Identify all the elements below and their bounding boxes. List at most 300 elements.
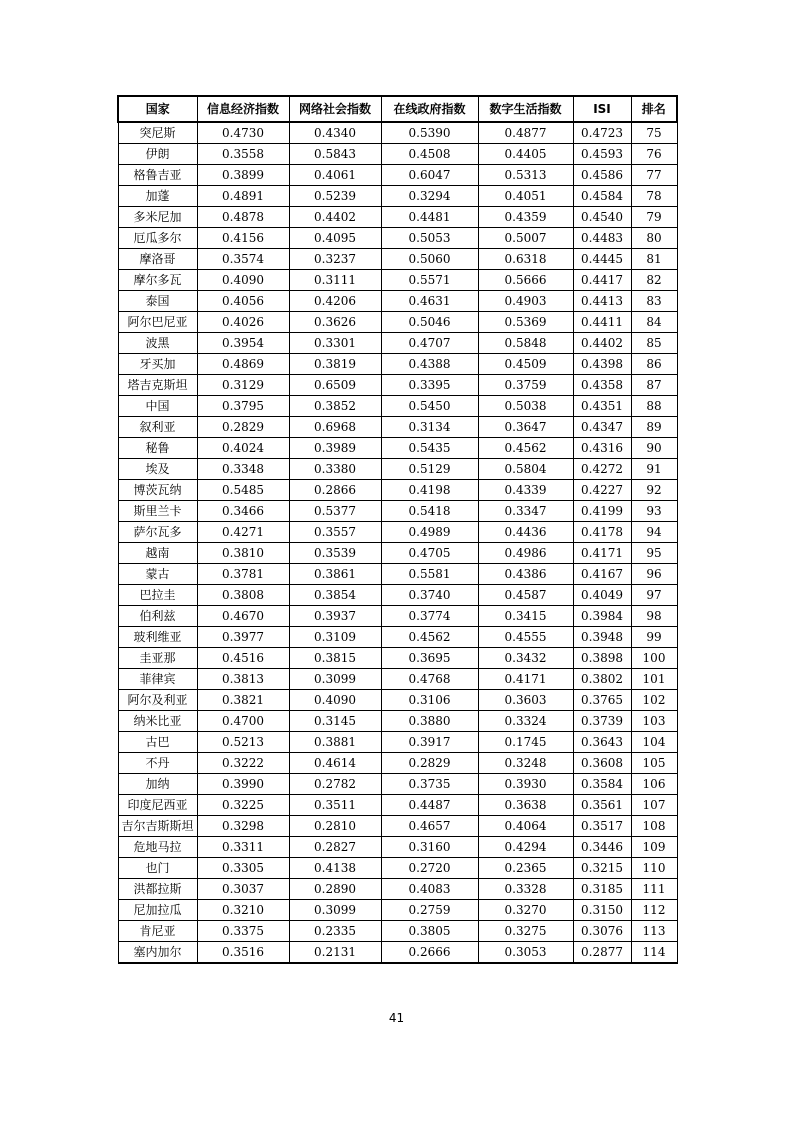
info-economy-cell: 0.3466 — [197, 501, 289, 522]
network-society-cell: 0.4340 — [289, 122, 381, 144]
digital-life-cell: 0.4064 — [478, 816, 573, 837]
online-government-cell: 0.4487 — [381, 795, 478, 816]
info-economy-cell: 0.3808 — [197, 585, 289, 606]
table-row — [118, 648, 677, 669]
country-cell: 肯尼亚 — [118, 921, 197, 942]
isi-cell: 0.3608 — [573, 753, 631, 774]
online-government-cell: 0.3740 — [381, 585, 478, 606]
online-government-cell: 0.3805 — [381, 921, 478, 942]
table-row — [118, 522, 677, 543]
table-row — [118, 606, 677, 627]
rank-cell: 108 — [631, 816, 677, 837]
online-government-cell: 0.3774 — [381, 606, 478, 627]
online-government-cell: 0.4198 — [381, 480, 478, 501]
country-cell: 摩洛哥 — [118, 249, 197, 270]
info-economy-cell: 0.3899 — [197, 165, 289, 186]
rank-cell: 92 — [631, 480, 677, 501]
rank-cell: 103 — [631, 711, 677, 732]
info-economy-cell: 0.3298 — [197, 816, 289, 837]
table-row — [118, 543, 677, 564]
country-cell: 中国 — [118, 396, 197, 417]
online-government-cell: 0.5390 — [381, 122, 478, 144]
table-row — [118, 900, 677, 921]
online-government-cell: 0.3735 — [381, 774, 478, 795]
isi-cell: 0.3561 — [573, 795, 631, 816]
table-row — [118, 627, 677, 648]
country-cell: 危地马拉 — [118, 837, 197, 858]
isi-cell: 0.3948 — [573, 627, 631, 648]
info-economy-cell: 0.3810 — [197, 543, 289, 564]
digital-life-cell: 0.4555 — [478, 627, 573, 648]
isi-cell: 0.3802 — [573, 669, 631, 690]
info-economy-cell: 0.4156 — [197, 228, 289, 249]
rank-cell: 88 — [631, 396, 677, 417]
digital-life-cell: 0.3328 — [478, 879, 573, 900]
network-society-cell: 0.3626 — [289, 312, 381, 333]
country-cell: 厄瓜多尔 — [118, 228, 197, 249]
country-cell: 印度尼西亚 — [118, 795, 197, 816]
info-economy-cell: 0.4670 — [197, 606, 289, 627]
network-society-cell: 0.4138 — [289, 858, 381, 879]
digital-life-cell: 0.5369 — [478, 312, 573, 333]
table-row — [118, 122, 677, 144]
rank-cell: 109 — [631, 837, 677, 858]
digital-life-cell: 0.5804 — [478, 459, 573, 480]
rank-cell: 93 — [631, 501, 677, 522]
network-society-cell: 0.2335 — [289, 921, 381, 942]
rank-cell: 107 — [631, 795, 677, 816]
info-economy-cell: 0.3129 — [197, 375, 289, 396]
isi-cell: 0.4402 — [573, 333, 631, 354]
country-cell: 波黑 — [118, 333, 197, 354]
network-society-cell: 0.2866 — [289, 480, 381, 501]
info-economy-cell: 0.4891 — [197, 186, 289, 207]
network-society-cell: 0.5239 — [289, 186, 381, 207]
digital-life-cell: 0.4386 — [478, 564, 573, 585]
digital-life-cell: 0.1745 — [478, 732, 573, 753]
network-society-cell: 0.3111 — [289, 270, 381, 291]
page-number: 41 — [388, 1011, 405, 1025]
online-government-cell: 0.4562 — [381, 627, 478, 648]
digital-life-cell: 0.2365 — [478, 858, 573, 879]
rank-cell: 113 — [631, 921, 677, 942]
country-cell: 伊朗 — [118, 144, 197, 165]
rank-cell: 100 — [631, 648, 677, 669]
network-society-cell: 0.2890 — [289, 879, 381, 900]
table-row — [118, 207, 677, 228]
isi-cell: 0.3984 — [573, 606, 631, 627]
info-economy-cell: 0.3375 — [197, 921, 289, 942]
online-government-cell: 0.3880 — [381, 711, 478, 732]
isi-cell: 0.4171 — [573, 543, 631, 564]
country-cell: 洪都拉斯 — [118, 879, 197, 900]
isi-cell: 0.4411 — [573, 312, 631, 333]
network-society-cell: 0.3109 — [289, 627, 381, 648]
country-cell: 叙利亚 — [118, 417, 197, 438]
network-society-cell: 0.2131 — [289, 942, 381, 964]
country-cell: 摩尔多瓦 — [118, 270, 197, 291]
info-economy-cell: 0.4090 — [197, 270, 289, 291]
info-economy-cell: 0.3574 — [197, 249, 289, 270]
isi-cell: 0.3643 — [573, 732, 631, 753]
info-economy-cell: 0.2829 — [197, 417, 289, 438]
digital-life-cell: 0.4436 — [478, 522, 573, 543]
digital-life-cell: 0.4509 — [478, 354, 573, 375]
table-row — [118, 774, 677, 795]
country-cell: 加纳 — [118, 774, 197, 795]
rank-cell: 82 — [631, 270, 677, 291]
info-economy-cell: 0.3225 — [197, 795, 289, 816]
country-cell: 多米尼加 — [118, 207, 197, 228]
header-rank: 排名 — [631, 96, 677, 122]
digital-life-cell: 0.3270 — [478, 900, 573, 921]
info-economy-cell: 0.4026 — [197, 312, 289, 333]
info-economy-cell: 0.3222 — [197, 753, 289, 774]
digital-life-cell: 0.4562 — [478, 438, 573, 459]
online-government-cell: 0.4508 — [381, 144, 478, 165]
header-digital-life-index: 数字生活指数 — [478, 96, 573, 122]
rank-cell: 75 — [631, 122, 677, 144]
info-economy-cell: 0.4878 — [197, 207, 289, 228]
table-row — [118, 291, 677, 312]
isi-cell: 0.4723 — [573, 122, 631, 144]
country-cell: 伯利兹 — [118, 606, 197, 627]
online-government-cell: 0.5435 — [381, 438, 478, 459]
online-government-cell: 0.5053 — [381, 228, 478, 249]
network-society-cell: 0.3861 — [289, 564, 381, 585]
header-network-society-index: 网络社会指数 — [289, 96, 381, 122]
isi-cell: 0.2877 — [573, 942, 631, 964]
country-cell: 埃及 — [118, 459, 197, 480]
online-government-cell: 0.2829 — [381, 753, 478, 774]
info-economy-cell: 0.5213 — [197, 732, 289, 753]
online-government-cell: 0.5581 — [381, 564, 478, 585]
info-economy-cell: 0.3210 — [197, 900, 289, 921]
online-government-cell: 0.3134 — [381, 417, 478, 438]
isi-ranking-table — [117, 95, 678, 964]
country-cell: 塔吉克斯坦 — [118, 375, 197, 396]
network-society-cell: 0.2827 — [289, 837, 381, 858]
table-row — [118, 375, 677, 396]
digital-life-cell: 0.3248 — [478, 753, 573, 774]
digital-life-cell: 0.5666 — [478, 270, 573, 291]
digital-life-cell: 0.3638 — [478, 795, 573, 816]
table-row — [118, 501, 677, 522]
country-cell: 古巴 — [118, 732, 197, 753]
rank-cell: 89 — [631, 417, 677, 438]
isi-cell: 0.3185 — [573, 879, 631, 900]
network-society-cell: 0.3099 — [289, 900, 381, 921]
online-government-cell: 0.4707 — [381, 333, 478, 354]
network-society-cell: 0.4614 — [289, 753, 381, 774]
country-cell: 菲律宾 — [118, 669, 197, 690]
online-government-cell: 0.4631 — [381, 291, 478, 312]
rank-cell: 81 — [631, 249, 677, 270]
country-cell: 越南 — [118, 543, 197, 564]
table-row — [118, 795, 677, 816]
online-government-cell: 0.4388 — [381, 354, 478, 375]
digital-life-cell: 0.3759 — [478, 375, 573, 396]
digital-life-cell: 0.4877 — [478, 122, 573, 144]
isi-cell: 0.4049 — [573, 585, 631, 606]
header-info-economy-index: 信息经济指数 — [197, 96, 289, 122]
rank-cell: 105 — [631, 753, 677, 774]
table-row — [118, 144, 677, 165]
rank-cell: 98 — [631, 606, 677, 627]
isi-cell: 0.4316 — [573, 438, 631, 459]
isi-cell: 0.4586 — [573, 165, 631, 186]
digital-life-cell: 0.5038 — [478, 396, 573, 417]
network-society-cell: 0.3881 — [289, 732, 381, 753]
isi-cell: 0.4358 — [573, 375, 631, 396]
isi-cell: 0.4593 — [573, 144, 631, 165]
table-row — [118, 711, 677, 732]
isi-cell: 0.4227 — [573, 480, 631, 501]
info-economy-cell: 0.3990 — [197, 774, 289, 795]
digital-life-cell: 0.4051 — [478, 186, 573, 207]
info-economy-cell: 0.5485 — [197, 480, 289, 501]
header-country: 国家 — [118, 96, 197, 122]
table-row — [118, 837, 677, 858]
table-row — [118, 690, 677, 711]
network-society-cell: 0.2782 — [289, 774, 381, 795]
rank-cell: 80 — [631, 228, 677, 249]
table-row — [118, 417, 677, 438]
rank-cell: 97 — [631, 585, 677, 606]
digital-life-cell: 0.5848 — [478, 333, 573, 354]
country-cell: 突尼斯 — [118, 122, 197, 144]
isi-cell: 0.4398 — [573, 354, 631, 375]
country-cell: 不丹 — [118, 753, 197, 774]
digital-life-cell: 0.5007 — [478, 228, 573, 249]
rank-cell: 114 — [631, 942, 677, 964]
table-row — [118, 753, 677, 774]
rank-cell: 104 — [631, 732, 677, 753]
digital-life-cell: 0.4359 — [478, 207, 573, 228]
table-row — [118, 354, 677, 375]
rank-cell: 90 — [631, 438, 677, 459]
info-economy-cell: 0.3516 — [197, 942, 289, 964]
rank-cell: 91 — [631, 459, 677, 480]
country-cell: 萨尔瓦多 — [118, 522, 197, 543]
country-cell: 尼加拉瓜 — [118, 900, 197, 921]
network-society-cell: 0.6509 — [289, 375, 381, 396]
rank-cell: 110 — [631, 858, 677, 879]
digital-life-cell: 0.4903 — [478, 291, 573, 312]
table-row — [118, 816, 677, 837]
table-body — [118, 122, 677, 963]
online-government-cell: 0.5046 — [381, 312, 478, 333]
country-cell: 格鲁吉亚 — [118, 165, 197, 186]
country-cell: 吉尔吉斯斯坦 — [118, 816, 197, 837]
network-society-cell: 0.4061 — [289, 165, 381, 186]
isi-cell: 0.4351 — [573, 396, 631, 417]
info-economy-cell: 0.4700 — [197, 711, 289, 732]
info-economy-cell: 0.3348 — [197, 459, 289, 480]
rank-cell: 112 — [631, 900, 677, 921]
table-row — [118, 480, 677, 501]
online-government-cell: 0.3294 — [381, 186, 478, 207]
online-government-cell: 0.3395 — [381, 375, 478, 396]
network-society-cell: 0.3815 — [289, 648, 381, 669]
country-cell: 秘鲁 — [118, 438, 197, 459]
table-row — [118, 879, 677, 900]
digital-life-cell: 0.3275 — [478, 921, 573, 942]
country-cell: 玻利维亚 — [118, 627, 197, 648]
table-row — [118, 585, 677, 606]
country-cell: 圭亚那 — [118, 648, 197, 669]
network-society-cell: 0.2810 — [289, 816, 381, 837]
info-economy-cell: 0.3954 — [197, 333, 289, 354]
rank-cell: 76 — [631, 144, 677, 165]
network-society-cell: 0.4095 — [289, 228, 381, 249]
online-government-cell: 0.4768 — [381, 669, 478, 690]
rank-cell: 101 — [631, 669, 677, 690]
network-society-cell: 0.3852 — [289, 396, 381, 417]
country-cell: 巴拉圭 — [118, 585, 197, 606]
online-government-cell: 0.4989 — [381, 522, 478, 543]
online-government-cell: 0.4657 — [381, 816, 478, 837]
rank-cell: 83 — [631, 291, 677, 312]
online-government-cell: 0.5450 — [381, 396, 478, 417]
rank-cell: 106 — [631, 774, 677, 795]
country-cell: 泰国 — [118, 291, 197, 312]
isi-cell: 0.4584 — [573, 186, 631, 207]
table-header-row — [118, 96, 677, 122]
network-society-cell: 0.3989 — [289, 438, 381, 459]
online-government-cell: 0.5129 — [381, 459, 478, 480]
country-cell: 阿尔巴尼亚 — [118, 312, 197, 333]
network-society-cell: 0.6968 — [289, 417, 381, 438]
table-row — [118, 921, 677, 942]
rank-cell: 99 — [631, 627, 677, 648]
info-economy-cell: 0.3795 — [197, 396, 289, 417]
table-row — [118, 396, 677, 417]
info-economy-cell: 0.3558 — [197, 144, 289, 165]
online-government-cell: 0.6047 — [381, 165, 478, 186]
info-economy-cell: 0.3037 — [197, 879, 289, 900]
online-government-cell: 0.3917 — [381, 732, 478, 753]
isi-cell: 0.3584 — [573, 774, 631, 795]
isi-cell: 0.4347 — [573, 417, 631, 438]
isi-cell: 0.3215 — [573, 858, 631, 879]
info-economy-cell: 0.3305 — [197, 858, 289, 879]
isi-cell: 0.3446 — [573, 837, 631, 858]
digital-life-cell: 0.3053 — [478, 942, 573, 964]
info-economy-cell: 0.4024 — [197, 438, 289, 459]
rank-cell: 102 — [631, 690, 677, 711]
digital-life-cell: 0.3347 — [478, 501, 573, 522]
table-row — [118, 228, 677, 249]
digital-life-cell: 0.4405 — [478, 144, 573, 165]
online-government-cell: 0.4481 — [381, 207, 478, 228]
info-economy-cell: 0.3977 — [197, 627, 289, 648]
network-society-cell: 0.4402 — [289, 207, 381, 228]
isi-cell: 0.3739 — [573, 711, 631, 732]
network-society-cell: 0.3854 — [289, 585, 381, 606]
table-row — [118, 858, 677, 879]
network-society-cell: 0.3145 — [289, 711, 381, 732]
network-society-cell: 0.5377 — [289, 501, 381, 522]
table-row — [118, 438, 677, 459]
table-row — [118, 312, 677, 333]
network-society-cell: 0.3539 — [289, 543, 381, 564]
info-economy-cell: 0.4271 — [197, 522, 289, 543]
online-government-cell: 0.3106 — [381, 690, 478, 711]
digital-life-cell: 0.4339 — [478, 480, 573, 501]
network-society-cell: 0.3937 — [289, 606, 381, 627]
table-row — [118, 564, 677, 585]
isi-cell: 0.3898 — [573, 648, 631, 669]
digital-life-cell: 0.5313 — [478, 165, 573, 186]
isi-cell: 0.4178 — [573, 522, 631, 543]
network-society-cell: 0.3237 — [289, 249, 381, 270]
rank-cell: 87 — [631, 375, 677, 396]
country-cell: 阿尔及利亚 — [118, 690, 197, 711]
rank-cell: 86 — [631, 354, 677, 375]
isi-cell: 0.4272 — [573, 459, 631, 480]
digital-life-cell: 0.3603 — [478, 690, 573, 711]
table-row — [118, 186, 677, 207]
online-government-cell: 0.5418 — [381, 501, 478, 522]
rank-cell: 94 — [631, 522, 677, 543]
digital-life-cell: 0.3647 — [478, 417, 573, 438]
online-government-cell: 0.3695 — [381, 648, 478, 669]
online-government-cell: 0.5060 — [381, 249, 478, 270]
country-cell: 塞内加尔 — [118, 942, 197, 964]
isi-cell: 0.4540 — [573, 207, 631, 228]
isi-cell: 0.3517 — [573, 816, 631, 837]
info-economy-cell: 0.4056 — [197, 291, 289, 312]
country-cell: 博茨瓦纳 — [118, 480, 197, 501]
digital-life-cell: 0.4294 — [478, 837, 573, 858]
rank-cell: 84 — [631, 312, 677, 333]
header-online-government-index: 在线政府指数 — [381, 96, 478, 122]
network-society-cell: 0.3557 — [289, 522, 381, 543]
country-cell: 斯里兰卡 — [118, 501, 197, 522]
isi-cell: 0.3765 — [573, 690, 631, 711]
info-economy-cell: 0.4730 — [197, 122, 289, 144]
isi-cell: 0.4167 — [573, 564, 631, 585]
rank-cell: 95 — [631, 543, 677, 564]
online-government-cell: 0.2720 — [381, 858, 478, 879]
network-society-cell: 0.3819 — [289, 354, 381, 375]
isi-cell: 0.4417 — [573, 270, 631, 291]
isi-cell: 0.4413 — [573, 291, 631, 312]
isi-cell: 0.3076 — [573, 921, 631, 942]
digital-life-cell: 0.3324 — [478, 711, 573, 732]
info-economy-cell: 0.4516 — [197, 648, 289, 669]
table-row — [118, 249, 677, 270]
online-government-cell: 0.5571 — [381, 270, 478, 291]
rank-cell: 79 — [631, 207, 677, 228]
isi-cell: 0.3150 — [573, 900, 631, 921]
isi-cell: 0.4483 — [573, 228, 631, 249]
info-economy-cell: 0.3781 — [197, 564, 289, 585]
network-society-cell: 0.3380 — [289, 459, 381, 480]
online-government-cell: 0.3160 — [381, 837, 478, 858]
rank-cell: 85 — [631, 333, 677, 354]
network-society-cell: 0.3099 — [289, 669, 381, 690]
digital-life-cell: 0.4587 — [478, 585, 573, 606]
table-row — [118, 669, 677, 690]
country-cell: 牙买加 — [118, 354, 197, 375]
rank-cell: 77 — [631, 165, 677, 186]
network-society-cell: 0.5843 — [289, 144, 381, 165]
network-society-cell: 0.4090 — [289, 690, 381, 711]
rank-cell: 78 — [631, 186, 677, 207]
table-row — [118, 732, 677, 753]
